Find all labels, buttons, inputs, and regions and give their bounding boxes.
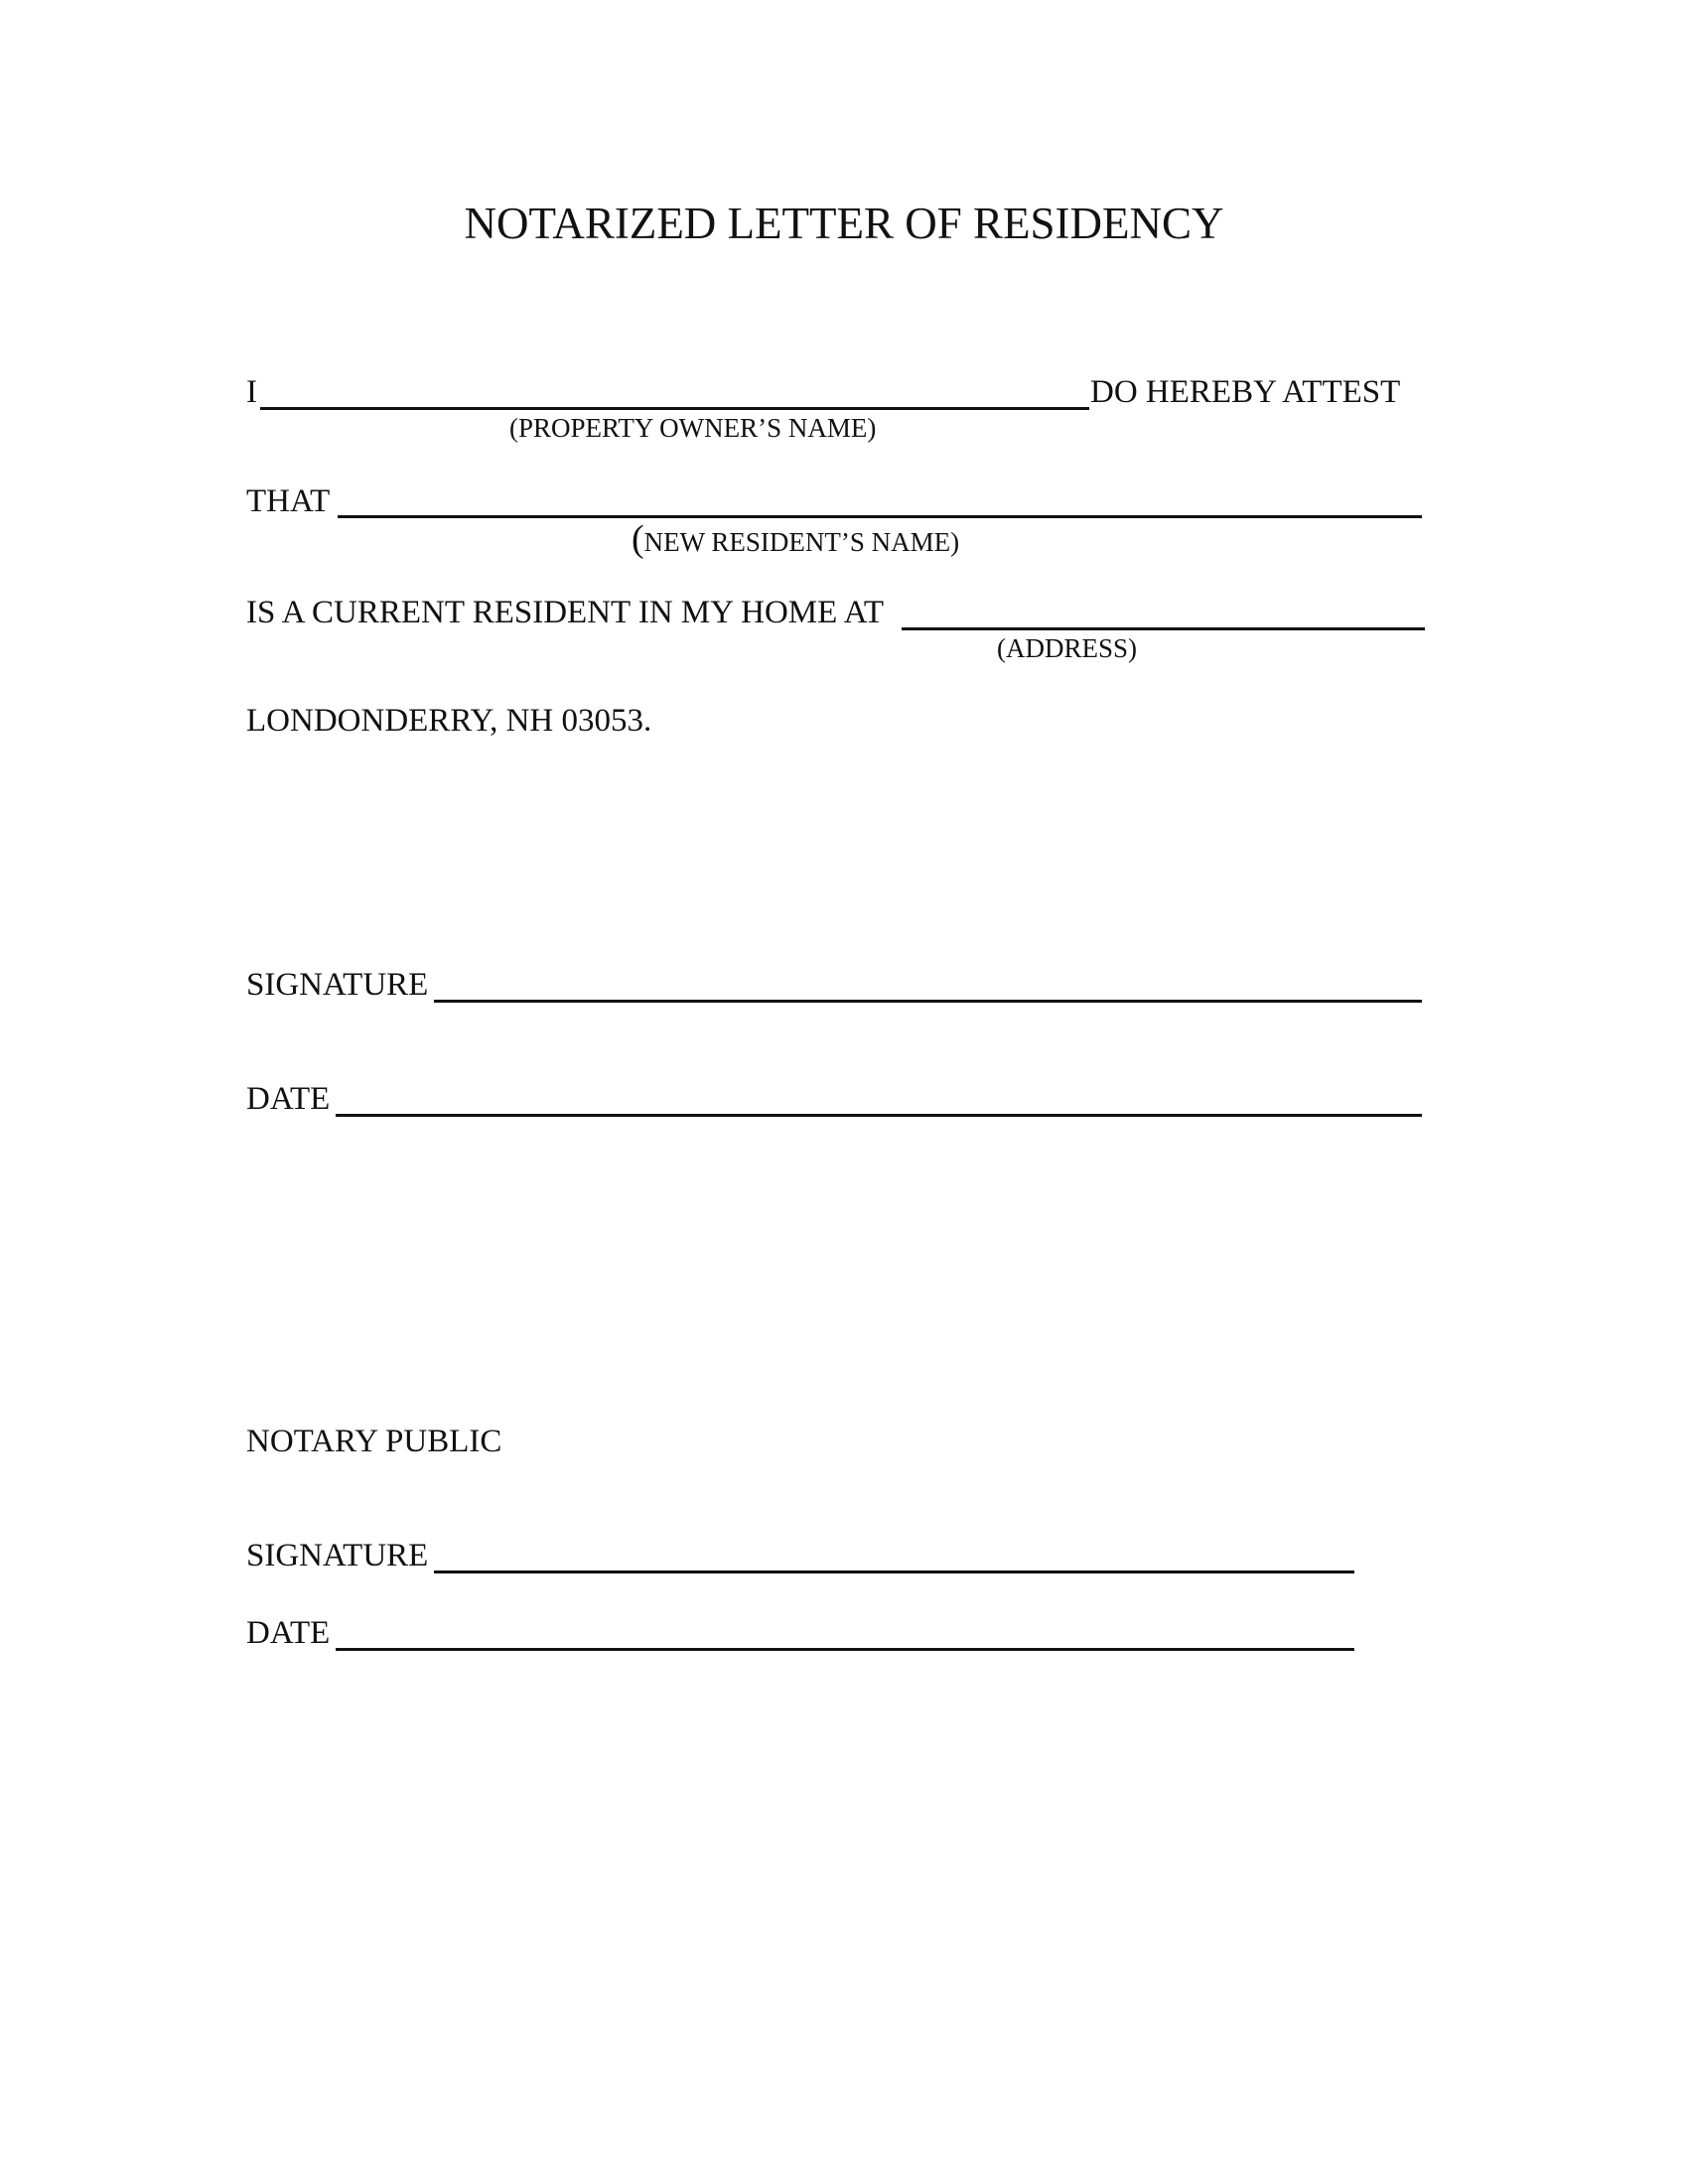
address-caption: (ADDRESS) bbox=[997, 633, 1138, 663]
resident-line-prefix: THAT bbox=[246, 483, 331, 519]
new-resident-name-caption bbox=[632, 518, 960, 560]
notary-date-field[interactable] bbox=[336, 1648, 1354, 1651]
notary-signature-field[interactable] bbox=[434, 1570, 1354, 1573]
new-resident-name-field[interactable] bbox=[338, 515, 1422, 518]
owner-line-prefix: I bbox=[246, 374, 257, 410]
property-owner-name-caption: (PROPERTY OWNER’S NAME) bbox=[509, 413, 877, 443]
notary-date-label: DATE bbox=[246, 1615, 331, 1651]
caption-text: NEW RESIDENT’S NAME) bbox=[643, 527, 960, 557]
notary-public-heading: NOTARY PUBLIC bbox=[246, 1424, 502, 1459]
date-field[interactable] bbox=[336, 1114, 1422, 1117]
notary-signature-label: SIGNATURE bbox=[246, 1538, 429, 1573]
owner-line-suffix: DO HEREBY ATTEST bbox=[1090, 374, 1401, 410]
date-label: DATE bbox=[246, 1081, 331, 1117]
page-title: NOTARIZED LETTER OF RESIDENCY bbox=[464, 199, 1224, 248]
address-line-prefix: IS A CURRENT RESIDENT IN MY HOME AT bbox=[246, 595, 885, 630]
address-field[interactable] bbox=[902, 627, 1425, 630]
city-line: LONDONDERRY, NH 03053. bbox=[246, 703, 652, 739]
caption-open-paren: ( bbox=[632, 518, 644, 560]
signature-label: SIGNATURE bbox=[246, 967, 429, 1003]
signature-field[interactable] bbox=[434, 1000, 1422, 1003]
property-owner-name-field[interactable] bbox=[260, 407, 1089, 410]
